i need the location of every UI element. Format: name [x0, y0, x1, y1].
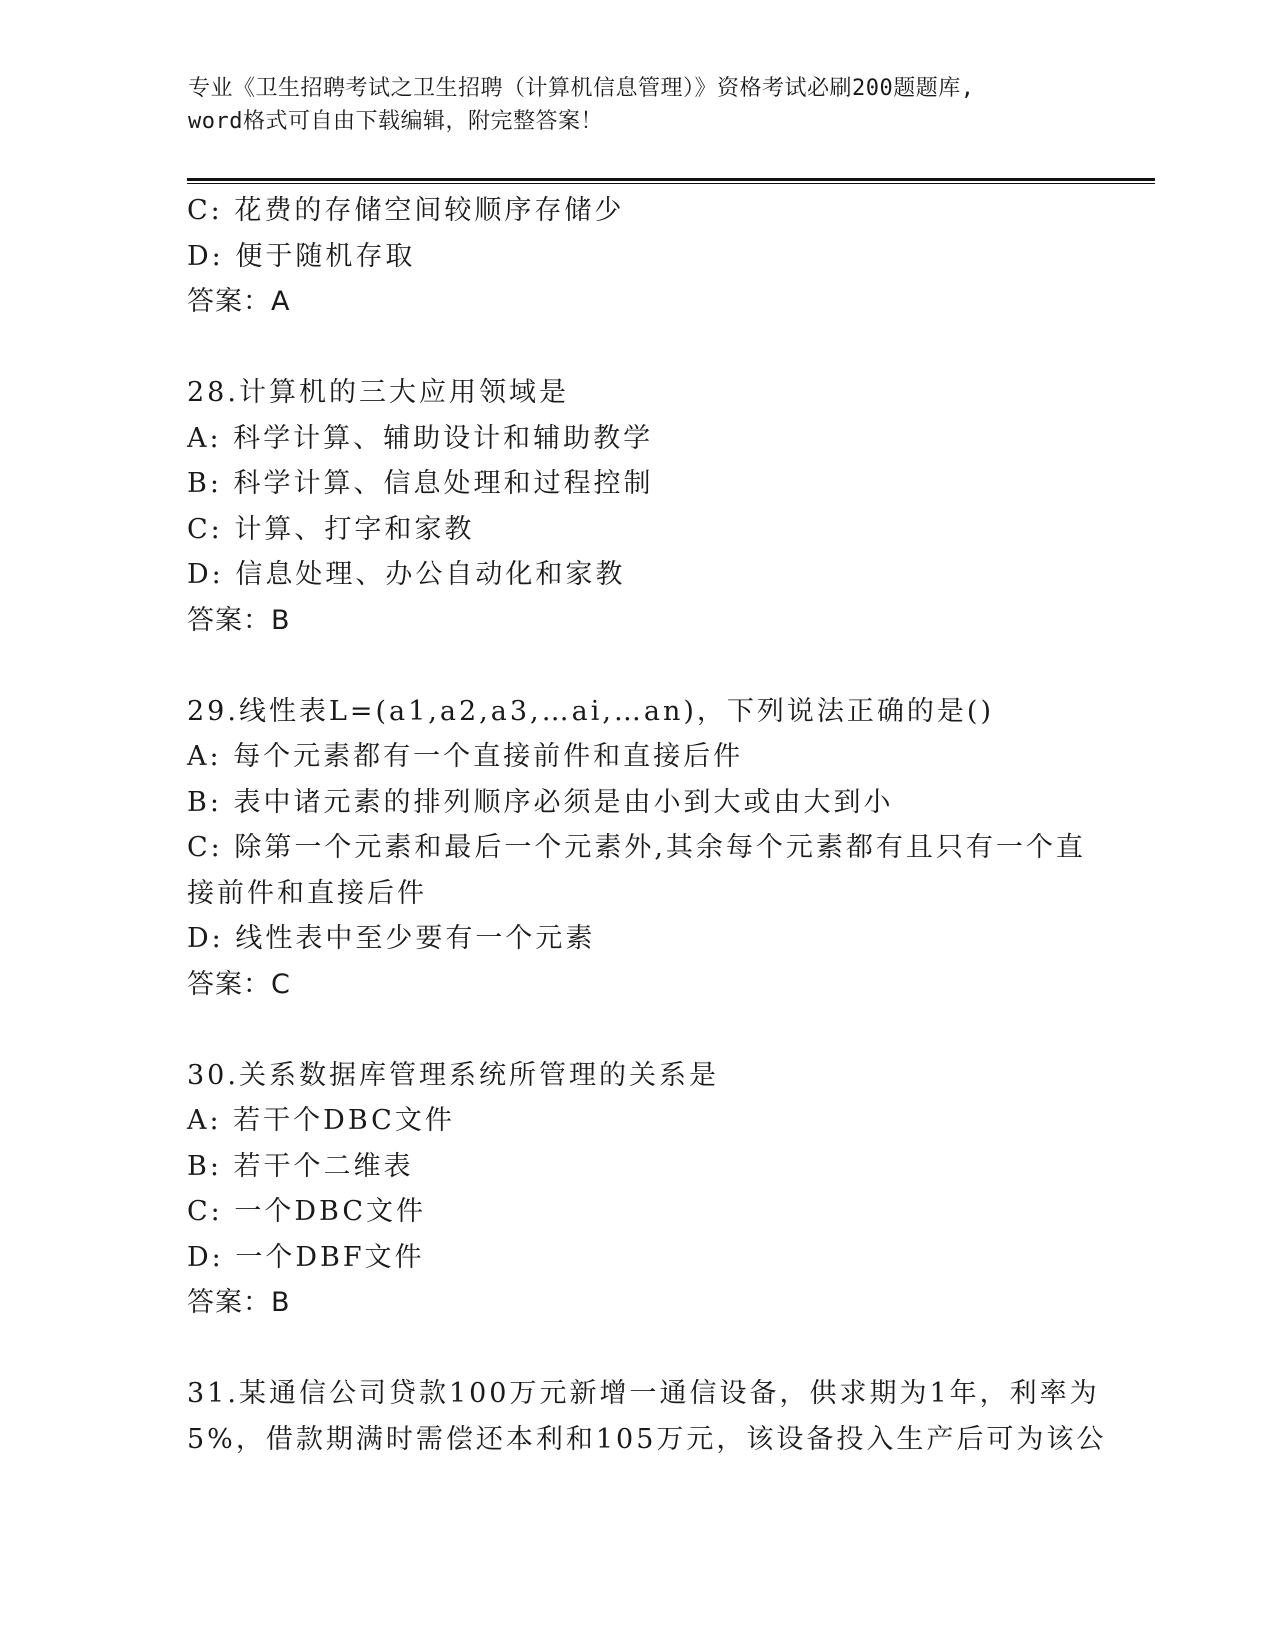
option-d: D: 信息处理、办公自动化和家教: [187, 559, 626, 590]
header-title-line-1: 专业《卫生招聘考试之卫生招聘（计算机信息管理）》资格考试必刷200题题库,: [188, 76, 975, 101]
page-header: [188, 72, 1088, 138]
question-stem: 30.关系数据库管理系统所管理的关系是: [187, 1059, 719, 1091]
header-title-line-2: word格式可自由下载编辑，附完整答案！: [188, 109, 603, 134]
option-b: B: 若干个二维表: [187, 1150, 414, 1182]
question-stem-line-2: 5%，借款期满时需偿还本利和105万元，该设备投入生产后可为该公: [187, 1423, 1107, 1455]
question-block: [187, 689, 1087, 1008]
question-stem: 28.计算机的三大应用领域是: [187, 377, 569, 408]
option-d: D: 线性表中至少要有一个元素: [187, 923, 596, 954]
question-stem: 29.线性表L=(a1,a2,a3,…ai,…an)，下列说法正确的是(): [187, 695, 995, 727]
question-block: [187, 1371, 1107, 1462]
question-list: [187, 188, 1107, 1462]
option-c: C: 花费的存储空间较顺序存储少: [187, 195, 625, 226]
option-c: C: 一个DBC文件: [187, 1196, 426, 1227]
option-c: C: 计算、打字和家教: [187, 513, 475, 545]
option-c-continued: 接前件和直接后件: [187, 877, 427, 909]
answer-line: 答案：A: [187, 286, 291, 317]
answer-line: 答案：C: [187, 968, 291, 1000]
answer-line: 答案：B: [187, 1287, 291, 1318]
option-a: A: 每个元素都有一个直接前件和直接后件: [187, 741, 744, 772]
option-a: A: 科学计算、辅助设计和辅助教学: [187, 422, 654, 454]
question-stem-line-1: 31.某通信公司贷款100万元新增一通信设备，供求期为1年，利率为: [187, 1378, 1100, 1409]
header-divider-thin: [187, 183, 1155, 184]
header-divider-thick: [187, 178, 1155, 181]
option-d: D: 一个DBF文件: [187, 1241, 425, 1273]
option-b: B: 表中诸元素的排列顺序必须是由小到大或由大到小: [187, 786, 894, 818]
option-d: D: 便于随机存取: [187, 240, 416, 272]
option-a: A: 若干个DBC文件: [187, 1105, 455, 1136]
question-block: [187, 1053, 1087, 1326]
question-block: [187, 188, 1087, 325]
question-block: [187, 370, 1087, 643]
option-c: C: 除第一个元素和最后一个元素外,其余每个元素都有且只有一个直: [187, 832, 1086, 863]
option-b: B: 科学计算、信息处理和过程控制: [187, 468, 654, 499]
answer-line: 答案：B: [187, 604, 291, 636]
